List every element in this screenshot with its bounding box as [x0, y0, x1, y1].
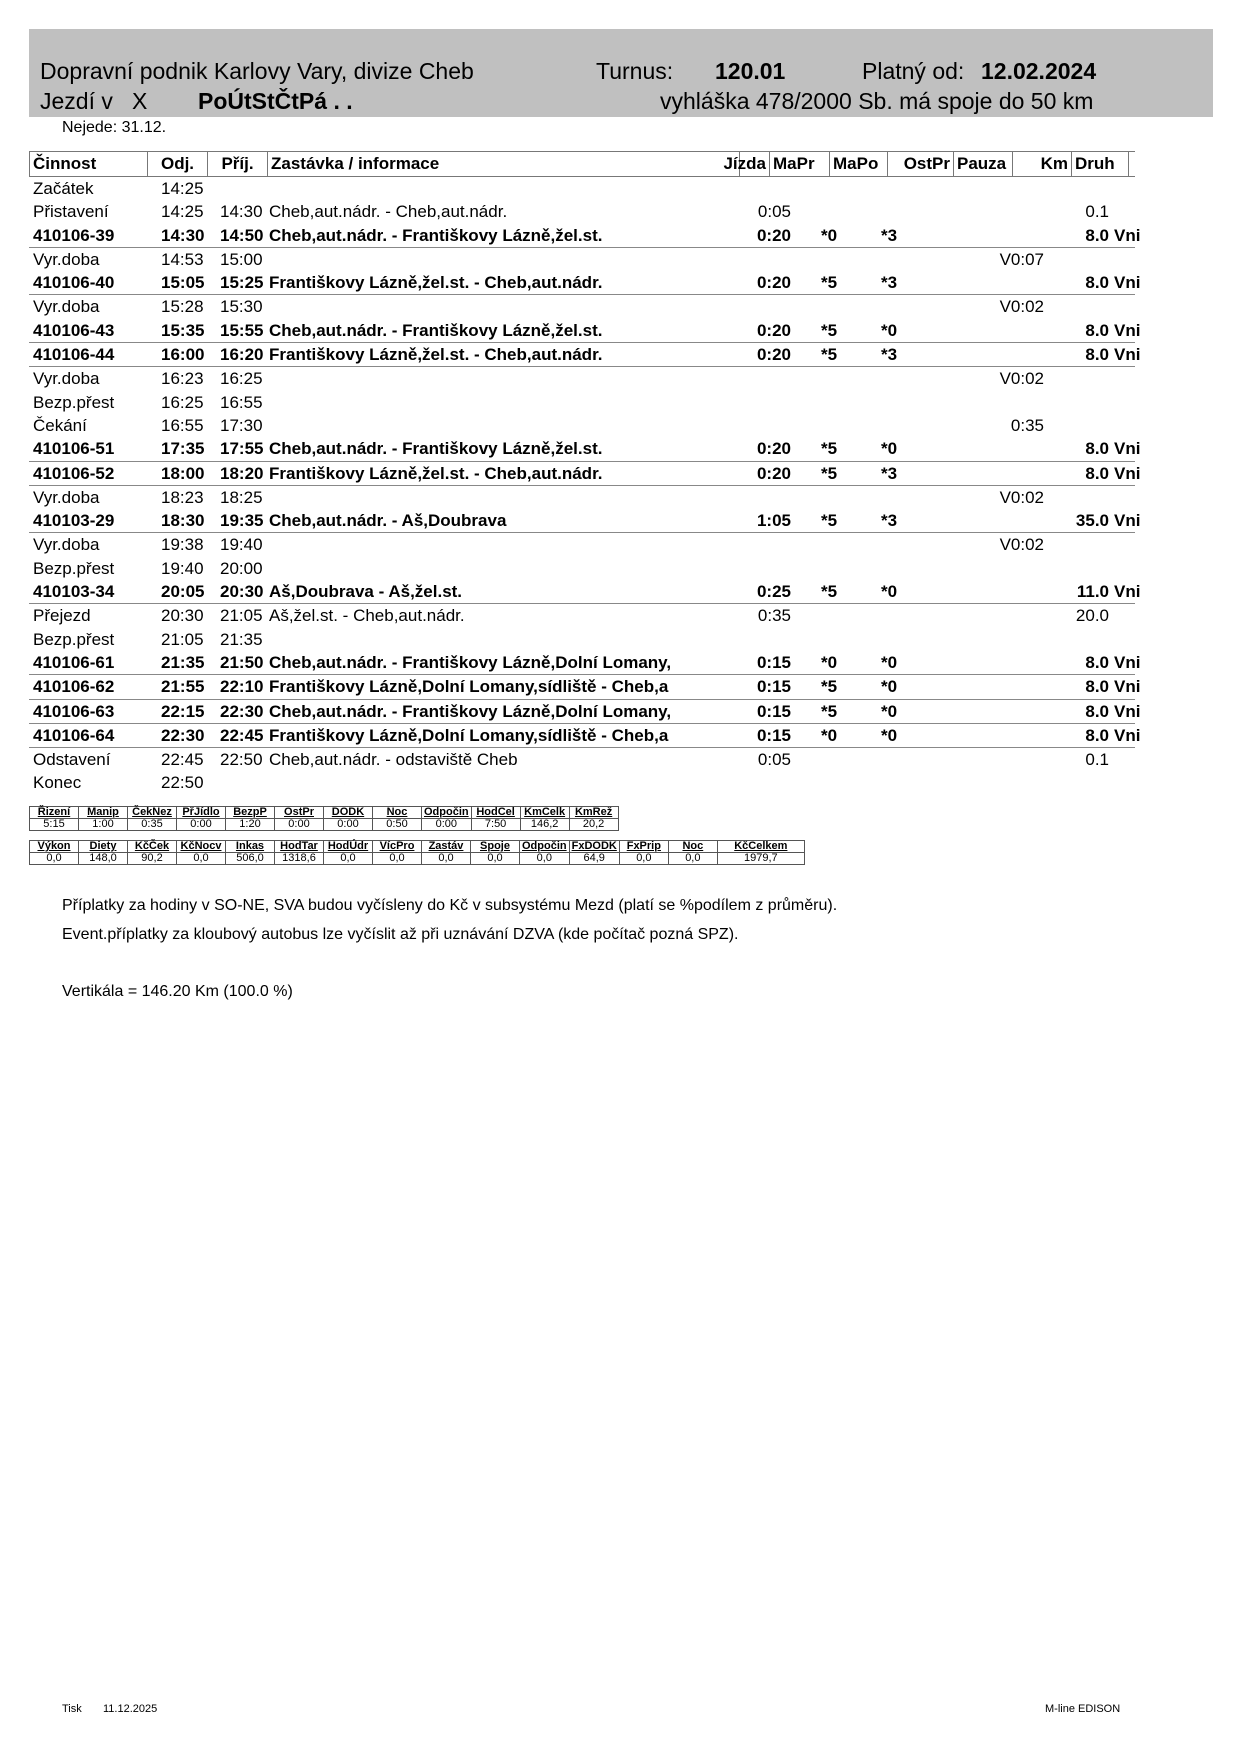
not-running-note: Nejede: 31.12.: [62, 119, 167, 136]
cell-activity: Vyr.doba: [33, 369, 100, 389]
cell-stop-info: Cheb,aut.nádr. - odstaviště Cheb: [269, 750, 518, 770]
summary-header: KčČek: [128, 841, 177, 853]
table-row: [29, 486, 1135, 509]
table-row: [29, 533, 1135, 556]
cell-departure: 16:25: [161, 392, 204, 412]
cell-arrival: 14:50: [220, 225, 264, 245]
cell-departure: 22:50: [161, 773, 204, 793]
table-row: [29, 724, 1141, 748]
cell-activity: Odstavení: [33, 750, 111, 770]
print-label: Tisk: [62, 1703, 82, 1715]
cell-departure: 14:30: [161, 225, 205, 245]
cell-departure: 14:53: [161, 249, 204, 269]
cell-activity: 410106-43: [33, 320, 115, 340]
summary-value: 0:00: [177, 819, 226, 831]
cell-mapr: *0: [820, 225, 838, 245]
cell-mapo: *3: [880, 345, 898, 365]
cell-mapr: *5: [820, 345, 838, 365]
cell-departure: 20:30: [161, 606, 204, 626]
cell-departure: 18:23: [161, 487, 204, 507]
summary-header: PřJídlo: [177, 807, 226, 819]
cell-stop-info: Františkovy Lázně,žel.st. - Cheb,aut.nádr.: [269, 273, 603, 293]
cell-departure: 19:38: [161, 535, 204, 555]
cell-mapr: *5: [820, 582, 838, 602]
cell-arrival: 19:35: [220, 511, 264, 531]
cell-stop-info: Cheb,aut.nádr. - Františkovy Lázně,žel.st.: [269, 225, 603, 245]
summary-value: 0,0: [471, 853, 520, 865]
cell-drive-time: 1:05: [756, 511, 791, 531]
table-row: [29, 604, 1135, 627]
cell-type: Vni: [1114, 273, 1141, 293]
table-row: [29, 628, 1135, 651]
cell-km: 8.0: [1085, 345, 1109, 365]
col-mapr: MaPr: [770, 152, 830, 176]
summary-value: 1979,7: [717, 853, 804, 865]
summary-value: 0:50: [373, 819, 422, 831]
cell-arrival: 17:30: [220, 415, 263, 435]
cell-mapr: *5: [820, 320, 838, 340]
summary-value: 0,0: [324, 853, 373, 865]
cell-departure: 18:30: [161, 511, 205, 531]
table-row: [29, 700, 1141, 724]
cell-drive-time: 0:05: [757, 202, 791, 222]
cell-drive-time: 0:15: [756, 652, 791, 672]
table-body: [29, 177, 1141, 795]
cell-type: Vni: [1114, 677, 1141, 697]
summary-value: 0,0: [30, 853, 79, 865]
cell-stop-info: Františkovy Lázně,Dolní Lomany,sídliště - Cheb,a: [269, 677, 669, 697]
summary-header: HodÚdr: [324, 841, 373, 853]
table-row: [29, 248, 1135, 271]
cell-km: 8.0: [1085, 273, 1109, 293]
valid-from-label: Platný od:: [862, 58, 965, 84]
cell-activity: Začátek: [33, 179, 94, 198]
cell-activity: Přistavení: [33, 202, 109, 222]
cell-departure: 22:15: [161, 701, 205, 721]
cell-drive-time: 0:20: [756, 320, 791, 340]
col-cinnost: Činnost: [30, 152, 148, 176]
table-row: [29, 224, 1141, 248]
col-ostpr: OstPr: [888, 152, 954, 176]
table-row: [29, 343, 1141, 367]
schedule-table: [29, 151, 1141, 795]
table-row: [29, 177, 1135, 200]
cell-km: 11.0: [1076, 582, 1109, 602]
cell-arrival: 22:30: [220, 701, 264, 721]
cell-activity: 410106-51: [33, 439, 115, 459]
runs-on-mark: X: [132, 88, 148, 114]
summary-value: 0:35: [128, 819, 177, 831]
table-row: [29, 771, 1135, 794]
cell-stop-info: Cheb,aut.nádr. - Aš,Doubrava: [269, 511, 507, 531]
summary-value: 0,0: [373, 853, 422, 865]
cell-activity: 410106-39: [33, 225, 115, 245]
cell-pause: 0:35: [1010, 415, 1044, 435]
cell-pause: V0:07: [999, 249, 1044, 269]
cell-arrival: 20:30: [220, 582, 264, 602]
cell-departure: 16:55: [161, 415, 204, 435]
cell-departure: 15:28: [161, 297, 204, 317]
summary-value: 90,2: [128, 853, 177, 865]
cell-arrival: 19:40: [220, 535, 263, 555]
summary-header: KmCelk: [520, 807, 569, 819]
cell-drive-time: 0:15: [756, 701, 791, 721]
cell-departure: 16:23: [161, 369, 204, 389]
cell-activity: Konec: [33, 773, 82, 793]
summary-value: 1318,6: [275, 853, 324, 865]
col-zastavka: Zastávka / informace: [268, 152, 740, 176]
summary-value: 64,9: [569, 853, 619, 865]
cell-departure: 18:00: [161, 463, 205, 483]
software-name: M-line EDISON: [1045, 1703, 1121, 1715]
print-date: 11.12.2025: [103, 1703, 158, 1715]
summary-table-hours: [29, 806, 619, 831]
summary-value: 20,2: [569, 819, 618, 831]
cell-km: 8.0: [1085, 439, 1109, 459]
cell-stop-info: Cheb,aut.nádr. - Františkovy Lázně,žel.st.: [269, 439, 603, 459]
cell-type: Vni: [1114, 345, 1141, 365]
col-pauza: Pauza: [954, 152, 1013, 176]
summary-header: Inkas: [226, 841, 275, 853]
note-surcharge-hours: Příplatky za hodiny v SO-NE, SVA budou vyčísleny do Kč v subsystému Mezd (platí se %podílem z průměru).: [62, 897, 838, 914]
runs-on-label: Jezdí v: [40, 88, 113, 114]
cell-km: 8.0: [1085, 225, 1109, 245]
cell-departure: 21:05: [161, 629, 204, 649]
cell-departure: 21:55: [161, 677, 205, 697]
cell-activity: 410103-34: [33, 582, 115, 602]
summary-value: 0,0: [619, 853, 668, 865]
cell-type: Vni: [1114, 582, 1141, 602]
cell-mapo: *3: [880, 273, 898, 293]
cell-arrival: 21:50: [220, 652, 264, 672]
table-row: [29, 295, 1135, 318]
summary-value: 0,0: [668, 853, 717, 865]
cell-arrival: 22:45: [220, 725, 264, 745]
company-name: Dopravní podnik Karlovy Vary, divize Cheb: [40, 58, 474, 84]
summary-header: Diety: [79, 841, 128, 853]
cell-stop-info: Františkovy Lázně,žel.st. - Cheb,aut.nádr.: [269, 345, 603, 365]
summary-header: FxDODK: [569, 841, 619, 853]
cell-pause: V0:02: [999, 487, 1044, 507]
cell-mapo: *0: [880, 582, 898, 602]
cell-departure: 20:05: [161, 582, 205, 602]
table-row: [29, 462, 1141, 486]
cell-km: 35.0: [1075, 511, 1109, 531]
summary-header: HodTar: [275, 841, 324, 853]
cell-arrival: 18:25: [220, 487, 263, 507]
cell-drive-time: 0:20: [756, 463, 791, 483]
summary-value: 1:00: [79, 819, 128, 831]
cell-activity: 410106-52: [33, 463, 115, 483]
cell-departure: 14:25: [161, 179, 204, 198]
cell-mapo: *3: [880, 511, 898, 531]
cell-activity: Vyr.doba: [33, 249, 100, 269]
summary-header: Noc: [668, 841, 717, 853]
cell-mapo: *0: [880, 439, 898, 459]
table-row: [29, 509, 1141, 533]
summary-value: 146,2: [520, 819, 569, 831]
cell-stop-info: Františkovy Lázně,žel.st. - Cheb,aut.nádr.: [269, 463, 603, 483]
cell-drive-time: 0:35: [757, 606, 791, 626]
cell-km: 8.0: [1085, 320, 1109, 340]
cell-activity: 410106-61: [33, 652, 115, 672]
summary-header: Řizení: [30, 807, 79, 819]
cell-activity: Vyr.doba: [33, 297, 100, 317]
valid-from-value: 12.02.2024: [981, 58, 1097, 84]
turnus-label: Turnus:: [596, 58, 674, 84]
table-row: [29, 580, 1141, 604]
summary-value: 5:15: [30, 819, 79, 831]
summary-header: Odpočin: [520, 841, 570, 853]
table-row: [29, 675, 1141, 699]
cell-mapr: *0: [820, 652, 838, 672]
cell-km: 8.0: [1085, 652, 1109, 672]
cell-arrival: 15:00: [220, 249, 263, 269]
cell-departure: 16:00: [161, 345, 205, 365]
cell-arrival: 16:55: [220, 392, 263, 412]
table-row: [29, 557, 1135, 580]
cell-arrival: 14:30: [220, 202, 263, 222]
cell-departure: 15:35: [161, 320, 205, 340]
cell-drive-time: 0:15: [756, 677, 791, 697]
summary-header: DODK: [324, 807, 373, 819]
cell-arrival: 20:00: [220, 558, 263, 578]
cell-drive-time: 0:20: [756, 345, 791, 365]
summary-value: 7:50: [471, 819, 520, 831]
cell-activity: 410106-44: [33, 345, 115, 365]
cell-mapr: *0: [820, 725, 838, 745]
col-prij: Příj.: [208, 152, 268, 176]
summary-header: KčNocv: [177, 841, 226, 853]
cell-arrival: 22:10: [220, 677, 264, 697]
cell-drive-time: 0:20: [756, 273, 791, 293]
summary-header: Odpočin: [422, 807, 472, 819]
cell-km: 8.0: [1085, 725, 1109, 745]
cell-arrival: 15:30: [220, 297, 263, 317]
table-row: [29, 319, 1141, 343]
summary-header: BezpP: [226, 807, 275, 819]
cell-activity: 410103-29: [33, 511, 115, 531]
cell-activity: Čekání: [33, 415, 87, 435]
summary-value: 1:20: [226, 819, 275, 831]
summary-header: ČekNez: [128, 807, 177, 819]
summary-value: 0,0: [422, 853, 471, 865]
cell-mapo: *3: [880, 463, 898, 483]
summary-value: 0:00: [275, 819, 324, 831]
cell-mapr: *5: [820, 511, 838, 531]
runs-on-days: PoÚtStČtPá . .: [198, 88, 353, 114]
summary-value: 148,0: [79, 853, 128, 865]
cell-activity: 410106-40: [33, 273, 115, 293]
cell-drive-time: 0:05: [757, 750, 791, 770]
table-row: [29, 391, 1135, 414]
cell-stop-info: Františkovy Lázně,Dolní Lomany,sídliště - Cheb,a: [269, 725, 669, 745]
cell-drive-time: 0:15: [756, 725, 791, 745]
col-mapo: MaPo: [830, 152, 888, 176]
cell-activity: Přejezd: [33, 606, 91, 626]
table-row: [29, 437, 1141, 461]
cell-mapr: *5: [820, 701, 838, 721]
summary-header: VícPro: [373, 841, 422, 853]
cell-departure: 14:25: [161, 202, 204, 222]
summary-value: 0:00: [324, 819, 373, 831]
summary-header: Manip: [79, 807, 128, 819]
cell-activity: 410106-62: [33, 677, 115, 697]
cell-mapr: *5: [820, 439, 838, 459]
cell-activity: Bezp.přest: [33, 629, 115, 649]
cell-mapo: *0: [880, 652, 898, 672]
cell-stop-info: Cheb,aut.nádr. - Františkovy Lázně,žel.st.: [269, 320, 603, 340]
cell-drive-time: 0:20: [756, 439, 791, 459]
summary-table-money: [29, 840, 805, 865]
cell-type: Vni: [1114, 439, 1141, 459]
cell-km: 8.0: [1085, 463, 1109, 483]
table-row: [29, 414, 1135, 437]
cell-km: 20.0: [1075, 606, 1109, 626]
cell-mapr: *5: [820, 677, 838, 697]
cell-type: Vni: [1114, 225, 1141, 245]
cell-km: 0.1: [1085, 750, 1109, 770]
cell-arrival: 16:20: [220, 345, 264, 365]
col-odj: Odj.: [148, 152, 208, 176]
table-header: [29, 151, 1135, 177]
cell-activity: Vyr.doba: [33, 535, 100, 555]
cell-arrival: 15:25: [220, 273, 264, 293]
cell-activity: Vyr.doba: [33, 487, 100, 507]
cell-mapo: *0: [880, 320, 898, 340]
cell-km: 8.0: [1085, 677, 1109, 697]
summary-header: Spoje: [471, 841, 520, 853]
cell-drive-time: 0:25: [756, 582, 791, 602]
cell-mapr: *5: [820, 273, 838, 293]
cell-km: 0.1: [1085, 202, 1109, 222]
cell-departure: 19:40: [161, 558, 204, 578]
cell-mapo: *0: [880, 725, 898, 745]
cell-departure: 15:05: [161, 273, 205, 293]
summary-header: FxPrip: [619, 841, 668, 853]
table-row: [29, 651, 1141, 675]
cell-arrival: 16:25: [220, 369, 263, 389]
table-row: [29, 200, 1135, 223]
cell-pause: V0:02: [999, 369, 1044, 389]
summary-header: KmRež: [569, 807, 618, 819]
summary-value: 0,0: [520, 853, 570, 865]
col-km: Km: [1013, 152, 1072, 176]
col-druh: Druh: [1072, 152, 1129, 176]
table-row: [29, 748, 1135, 771]
summary-header: Zastáv: [422, 841, 471, 853]
cell-pause: V0:02: [999, 535, 1044, 555]
cell-departure: 22:30: [161, 725, 205, 745]
cell-departure: 21:35: [161, 652, 205, 672]
summary-header: HodCel: [471, 807, 520, 819]
cell-arrival: 18:20: [220, 463, 264, 483]
regulation-note: vyhláška 478/2000 Sb. má spoje do 50 km: [660, 88, 1094, 114]
cell-mapo: *0: [880, 701, 898, 721]
cell-activity: Bezp.přest: [33, 392, 115, 412]
turnus-value: 120.01: [715, 58, 786, 84]
vertikala-total: Vertikála = 146.20 Km (100.0 %): [62, 983, 293, 1000]
summary-header: KčCelkem: [717, 841, 804, 853]
cell-activity: 410106-64: [33, 725, 115, 745]
cell-km: 8.0: [1085, 701, 1109, 721]
note-articulated-bus: Event.příplatky za kloubový autobus lze vyčíslit až při uznávání DZVA (kde počítač pozná SPZ).: [62, 926, 739, 943]
cell-arrival: 17:55: [220, 439, 264, 459]
summary-value: 0:00: [422, 819, 472, 831]
cell-departure: 22:45: [161, 750, 204, 770]
cell-arrival: 22:50: [220, 750, 263, 770]
cell-mapo: *0: [880, 677, 898, 697]
summary-header: Výkon: [30, 841, 79, 853]
summary-header: OstPr: [275, 807, 324, 819]
cell-type: Vni: [1114, 463, 1141, 483]
cell-type: Vni: [1114, 725, 1141, 745]
cell-arrival: 15:55: [220, 320, 264, 340]
summary-header: Noc: [373, 807, 422, 819]
cell-type: Vni: [1114, 701, 1141, 721]
cell-mapo: *3: [880, 225, 898, 245]
cell-type: Vni: [1114, 320, 1141, 340]
table-row: [29, 367, 1135, 390]
cell-arrival: 21:05: [220, 606, 263, 626]
table-row: [29, 271, 1141, 295]
cell-pause: V0:02: [999, 297, 1044, 317]
cell-activity: 410106-63: [33, 701, 115, 721]
cell-type: Vni: [1114, 511, 1141, 531]
cell-activity: Bezp.přest: [33, 558, 115, 578]
cell-stop-info: Aš,žel.st. - Cheb,aut.nádr.: [269, 606, 465, 626]
cell-stop-info: Aš,Doubrava - Aš,žel.st.: [269, 582, 463, 602]
cell-stop-info: Cheb,aut.nádr. - Františkovy Lázně,Dolní Lomany,: [269, 701, 672, 721]
cell-arrival: 21:35: [220, 629, 263, 649]
cell-stop-info: Cheb,aut.nádr. - Františkovy Lázně,Dolní Lomany,: [269, 652, 672, 672]
summary-value: 506,0: [226, 853, 275, 865]
cell-stop-info: Cheb,aut.nádr. - Cheb,aut.nádr.: [269, 202, 508, 222]
cell-drive-time: 0:20: [756, 225, 791, 245]
summary-value: 0,0: [177, 853, 226, 865]
col-jizda: Jízda: [712, 152, 770, 176]
cell-mapr: *5: [820, 463, 838, 483]
cell-type: Vni: [1114, 652, 1141, 672]
cell-departure: 17:35: [161, 439, 205, 459]
